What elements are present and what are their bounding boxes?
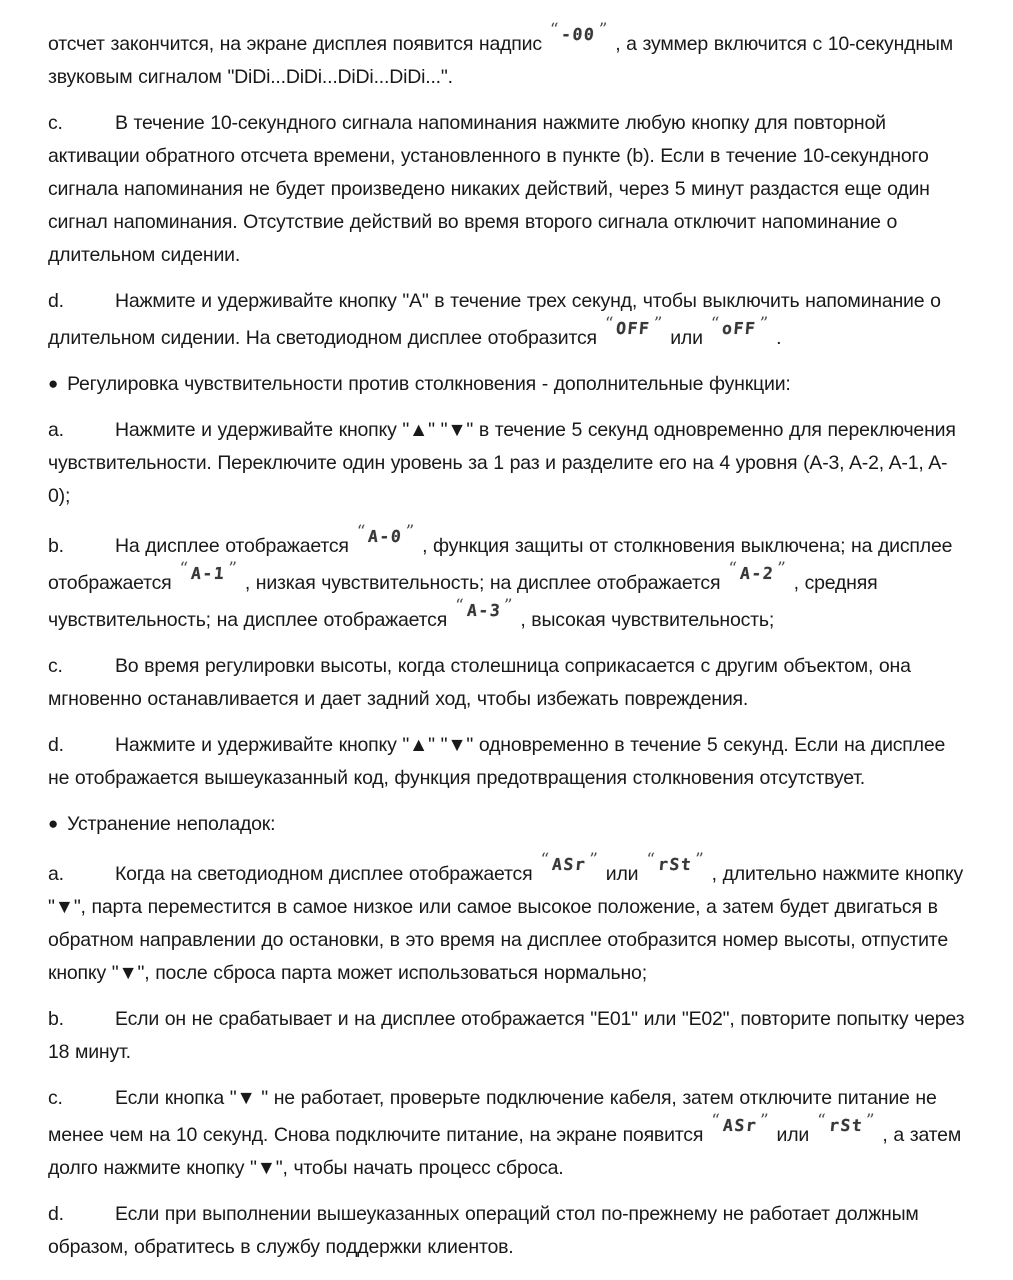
list-item-label: b.	[48, 535, 64, 557]
bullet-icon: ●	[48, 814, 59, 833]
close-quote-mark: ”	[503, 596, 513, 616]
list-item-label: a.	[48, 419, 64, 441]
text-run: или	[670, 327, 703, 349]
text-run: , низкая чувствительность; на дисплее отображается	[244, 572, 721, 594]
close-quote-mark: ”	[228, 559, 237, 579]
paragraph	[48, 1198, 969, 1264]
led-display-code	[814, 1111, 877, 1136]
open-quote-mark: “	[179, 559, 189, 579]
text-run: , функция защиты от столкновения выключена; на дисплее отображается	[48, 535, 953, 594]
section-heading	[48, 368, 969, 401]
text-run: Нажмите и удерживайте кнопку "▲" "▼" в течение 5 секунд одновременно для переключения чувствительности. Переключите один уровень за 1 раз и разделите его на 4 уровня (A-3, A-2, A-1, A-0);	[48, 419, 956, 507]
text-run: , длительно нажмите кнопку "▼", парта переместится в самое низкое или самое высокое положение, а затем будет двигаться в обратном направлении до остановки, в это время на дисплее отобразится номер высоты, отпустите кнопку "▼", после сброса парта может использоваться нормально;	[48, 863, 964, 984]
seven-segment-text: A-2	[739, 564, 776, 583]
text-run: Если кнопка "▼ " не работает, проверьте подключение кабеля, затем отключите питание не менее чем на 10 секунд. Снова подключите питание, на экране появится	[48, 1087, 937, 1146]
section-heading	[48, 808, 969, 841]
paragraph	[48, 20, 969, 94]
text-run: Если при выполнении вышеуказанных операций стол по-прежнему не работает должным образом, обратитесь в службу поддержки клиентов.	[48, 1203, 919, 1258]
list-item-label: c.	[48, 655, 63, 677]
led-display-code	[643, 850, 706, 875]
led-display-code	[452, 596, 515, 621]
close-quote-mark: ”	[777, 559, 786, 579]
open-quote-mark: “	[549, 20, 559, 40]
led-display-code	[547, 20, 610, 45]
list-item-label: c.	[48, 1087, 63, 1109]
text-run: Когда на светодиодном дисплее отображается	[115, 863, 533, 885]
seven-segment-text: A-3	[465, 601, 502, 620]
list-item-label: a.	[48, 863, 64, 885]
led-display-code	[602, 314, 665, 339]
text-run: , а зуммер включится с 10-секундным звуковым сигналом "DiDi...DiDi...DiDi...DiDi...".	[48, 33, 953, 88]
text-run: Устранение неполадок:	[67, 813, 276, 835]
text-run: или	[776, 1124, 810, 1146]
text-run: отсчет закончится, на экране дисплея появится надпис	[48, 33, 542, 55]
list-item-label: d.	[48, 1203, 64, 1225]
close-quote-mark: ”	[759, 314, 769, 334]
list-item-label: b.	[48, 1008, 64, 1030]
open-quote-mark: “	[728, 559, 737, 579]
text-run: или	[605, 863, 639, 885]
close-quote-mark: ”	[760, 1111, 769, 1131]
seven-segment-text: -00	[560, 25, 597, 44]
seven-segment-text: rSt	[657, 855, 694, 874]
text-run: Регулировка чувствительности против столкновения - дополнительные функции:	[67, 373, 791, 395]
paragraph	[48, 285, 969, 355]
close-quote-mark: ”	[653, 314, 663, 334]
text-run: Нажмите и удерживайте кнопку "A" в течение трех секунд, чтобы выключить напоминание о длительном сидении. На светодиодном дисплее отобразится	[48, 290, 941, 349]
close-quote-mark: ”	[695, 850, 704, 870]
list-item-label: d.	[48, 290, 64, 312]
close-quote-mark: ”	[865, 1111, 875, 1131]
paragraph	[48, 729, 969, 795]
open-quote-mark: “	[710, 314, 720, 334]
open-quote-mark: “	[356, 522, 366, 542]
close-quote-mark: ”	[589, 850, 598, 870]
paragraph	[48, 850, 969, 990]
open-quote-mark: “	[711, 1111, 720, 1131]
text-run: , а затем долго нажмите кнопку "▼", чтобы начать процесс сброса.	[48, 1124, 962, 1179]
paragraph	[48, 1082, 969, 1185]
document-body	[48, 20, 969, 1264]
paragraph	[48, 107, 969, 272]
paragraph	[48, 414, 969, 513]
led-display-code	[177, 559, 240, 584]
seven-segment-text: A-0	[367, 527, 404, 546]
text-run: , высокая чувствительность;	[520, 609, 775, 631]
paragraph	[48, 1003, 969, 1069]
seven-segment-text: A-1	[190, 564, 227, 583]
open-quote-mark: “	[604, 314, 614, 334]
paragraph	[48, 650, 969, 716]
open-quote-mark: “	[817, 1111, 826, 1131]
text-run: На дисплее отображается	[115, 535, 349, 557]
open-quote-mark: “	[646, 850, 655, 870]
text-run: .	[776, 327, 782, 349]
open-quote-mark: “	[540, 850, 549, 870]
seven-segment-text: rSt	[827, 1116, 864, 1135]
seven-segment-text: ASr	[551, 855, 588, 874]
text-run: Во время регулировки высоты, когда столешница соприкасается с другим объектом, она мгновенно останавливается и дает задний ход, чтобы избежать повреждения.	[48, 655, 911, 710]
paragraph	[48, 522, 969, 637]
list-item-label: c.	[48, 112, 63, 134]
text-run: В течение 10-секундного сигнала напоминания нажмите любую кнопку для повторной активации обратного отсчета времени, установленного в пункте (b). Если в течение 10-секундного сигнала напоминания не будет произведено никаких действий, через 5 минут раздастся еще один сигнал напоминания. Отсутствие действий во время второго сигнала отключит напоминание о длительном сидении.	[48, 112, 930, 266]
text-run: , средняя чувствительность; на дисплее отображается	[48, 572, 878, 631]
close-quote-mark: ”	[405, 522, 415, 542]
led-display-code	[354, 522, 417, 547]
open-quote-mark: “	[455, 596, 464, 616]
text-run: Нажмите и удерживайте кнопку "▲" "▼" одновременно в течение 5 секунд. Если на дисплее не отображается вышеуказанный код, функция предотвращения столкновения отсутствует.	[48, 734, 946, 789]
seven-segment-text: ASr	[721, 1116, 758, 1135]
seven-segment-text: oFF	[721, 319, 758, 338]
led-display-code	[537, 850, 600, 875]
led-display-code	[725, 559, 788, 584]
close-quote-mark: ”	[598, 20, 608, 40]
list-item-label: d.	[48, 734, 64, 756]
led-display-code	[708, 1111, 771, 1136]
text-run: Если он не срабатывает и на дисплее отображается "E01" или "E02", повторите попытку через 18 минут.	[48, 1008, 965, 1063]
seven-segment-text: OFF	[615, 319, 652, 338]
bullet-icon: ●	[48, 374, 59, 393]
led-display-code	[708, 314, 771, 339]
